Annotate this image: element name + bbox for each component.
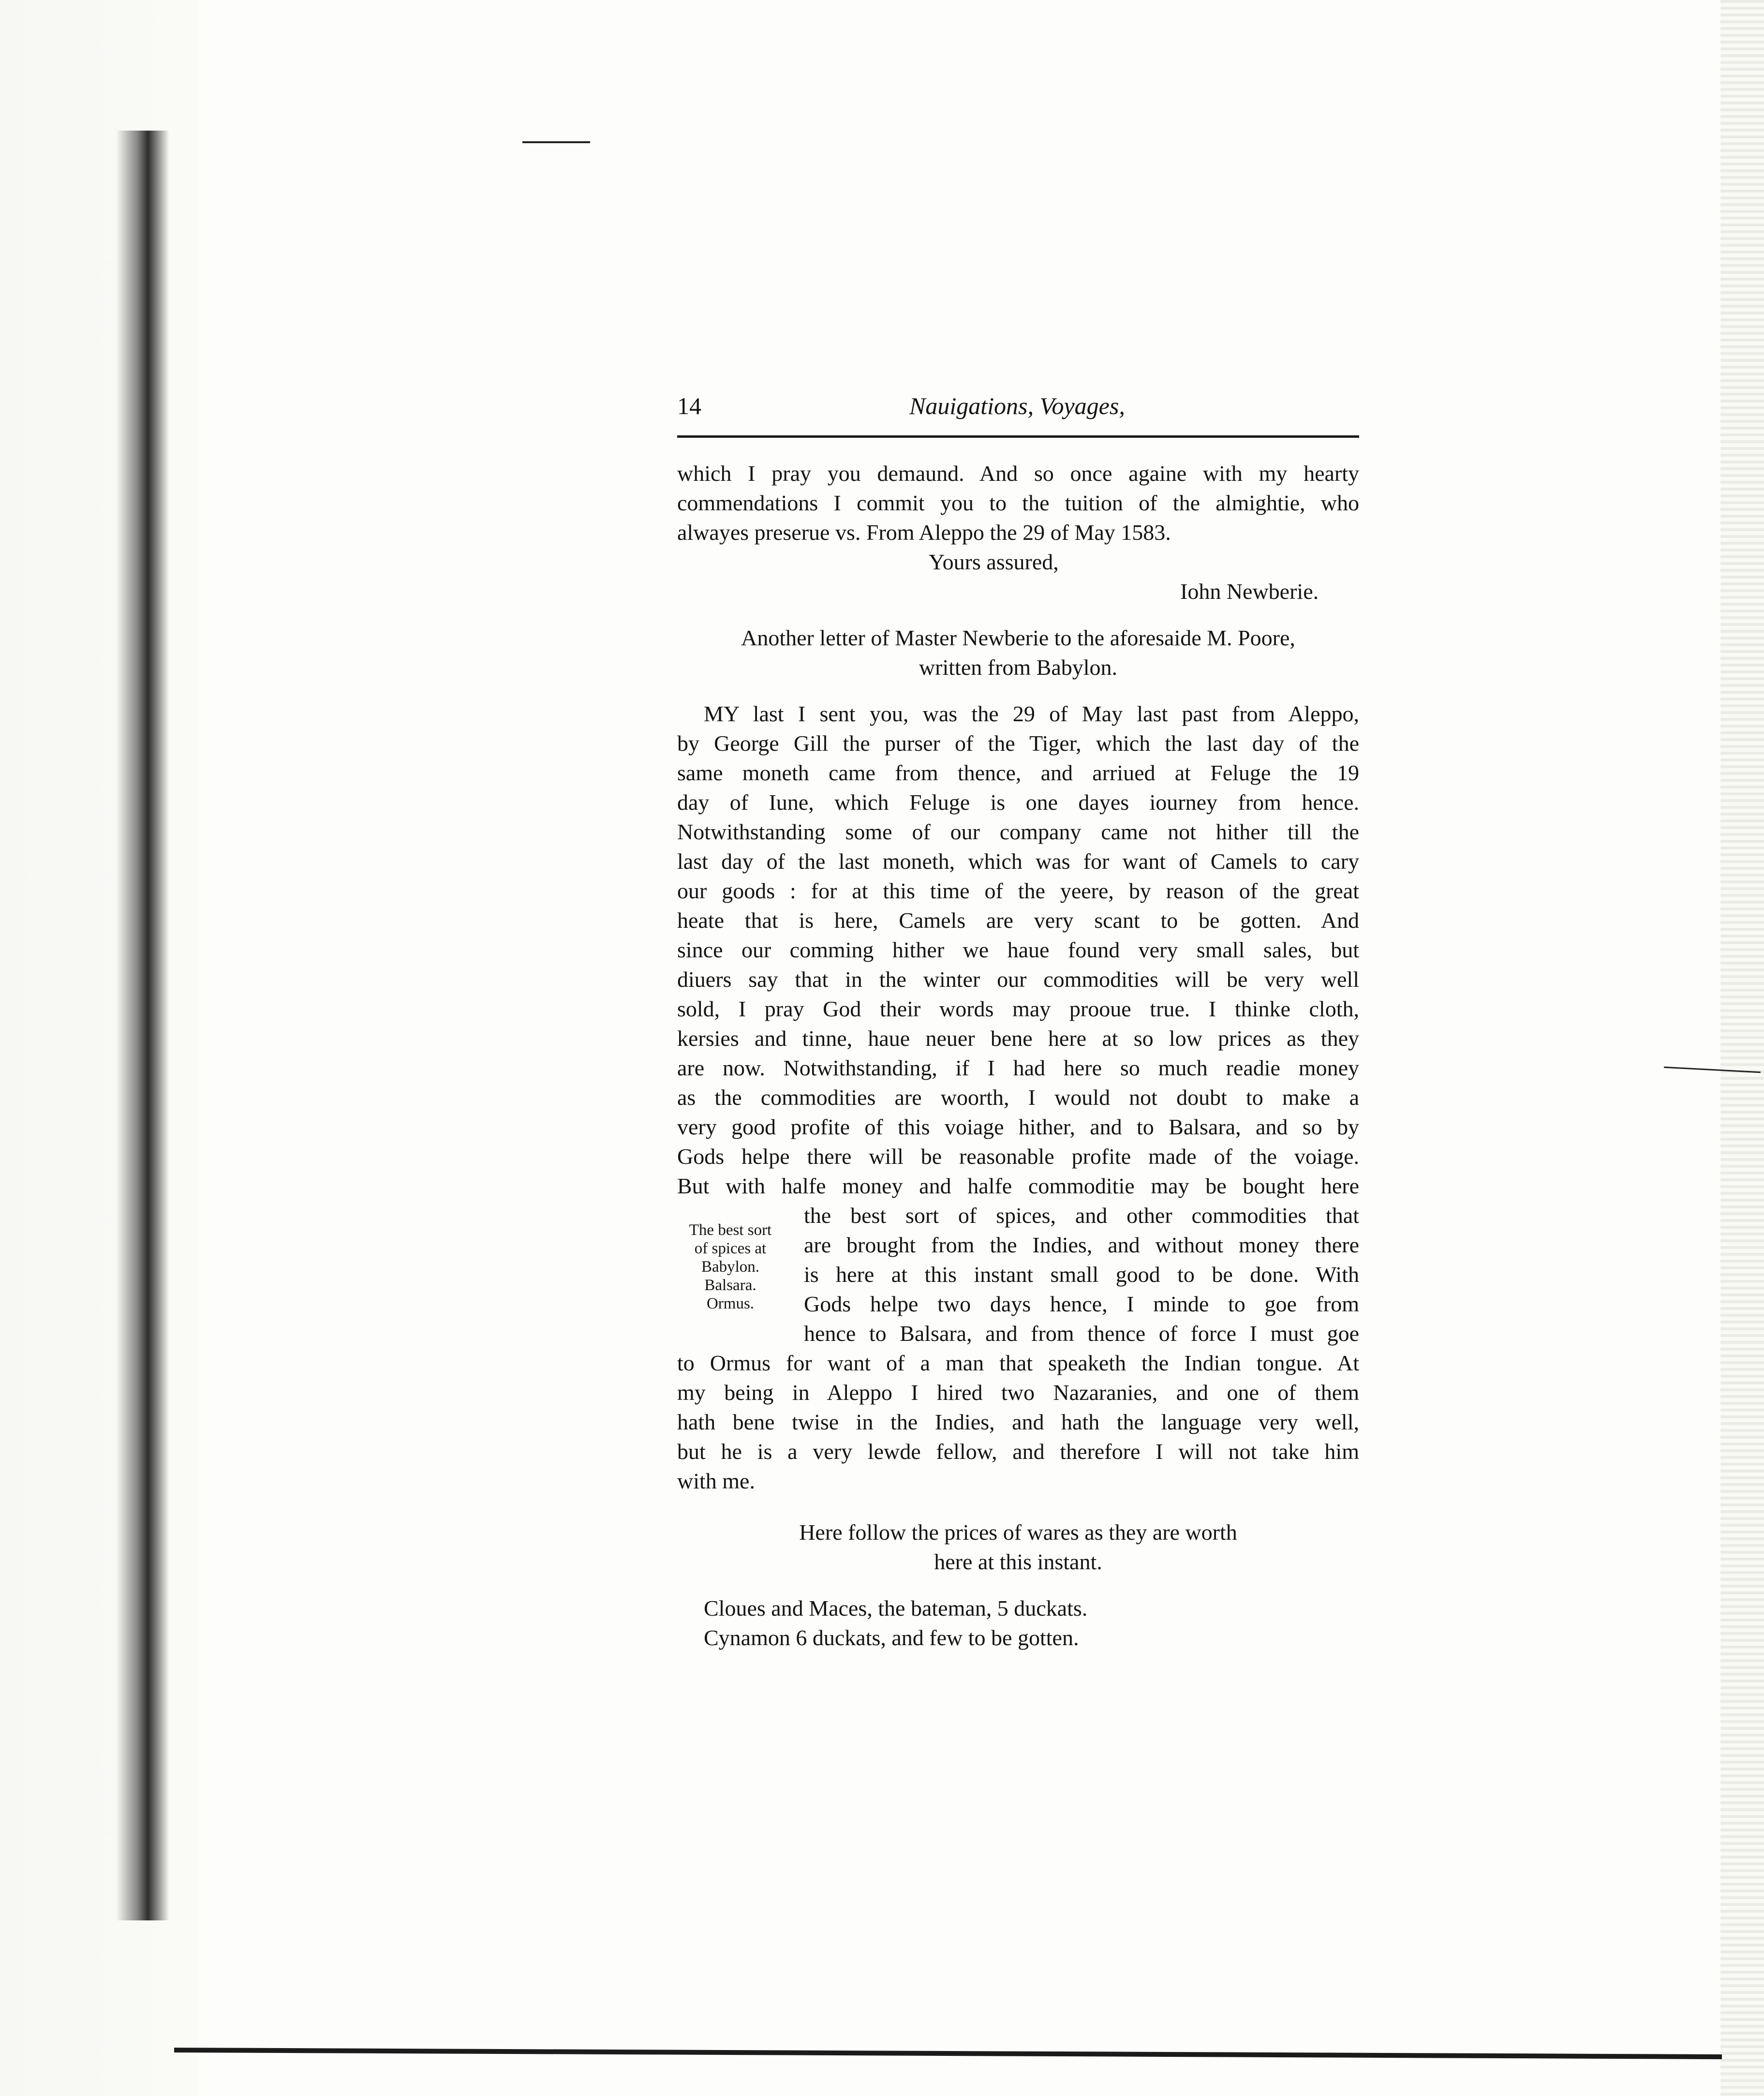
text-line: day of Iune, which Feluge is one dayes iourney from hence. [677,790,1359,815]
book-binding-shadow [116,131,169,1920]
scan-mark [522,141,590,143]
heading-line: Here follow the prices of wares as they are worth [799,1520,1237,1545]
running-header [663,387,1369,425]
margin-note-line: The best sort [689,1221,772,1239]
heading-line: Another letter of Master Newberie to the aforesaide M. Poore, [741,625,1295,650]
text-line: diuers say that in the winter our commodities will be very well [677,967,1359,992]
second-letter-body [677,699,1359,1496]
running-title: Nauigations, Voyages, [909,392,1125,419]
text-line: hath bene twise in the Indies, and hath the language very well, [677,1410,1359,1434]
text-line: hence to Balsara, and from thence of force I must goe [804,1321,1359,1346]
text-line: is here at this instant small good to be done. With [804,1262,1359,1287]
header-rule [677,435,1359,438]
text-line: my being in Aleppo I hired two Nazaranies, and one of them [677,1380,1359,1405]
page-number: 14 [677,392,701,419]
page-text [677,459,1359,1652]
margin-note-line: Ormus. [706,1295,755,1312]
page-edge-right [1720,0,1764,2096]
text-line: commendations I commit you to the tuition of the almightie, who [677,491,1359,515]
text-line: are brought from the Indies, and without money there [804,1233,1359,1257]
text-line: with me. [677,1469,755,1493]
text-line: the best sort of spices, and other commodities that [804,1203,1359,1228]
text-line: Notwithstanding some of our company came not hither till the [677,819,1359,844]
price-item: Cloues and Maces, the bateman, 5 duckats. [704,1596,1088,1620]
text-line: alwayes preserue vs. From Aleppo the 29 of May 1583. [677,520,1171,545]
text-line: Gods helpe there will be reasonable profite made of the voiage. [677,1144,1359,1169]
margin-note [672,1221,788,1313]
price-list [677,1593,1359,1652]
heading-line: written from Babylon. [919,655,1118,680]
margin-note-line: of spices at [694,1240,767,1257]
text-line: as the commodities are woorth, I would not doubt to make a [677,1085,1359,1110]
text-line: Gods helpe two days hence, I minde to goe from [804,1292,1359,1316]
text-line: our goods : for at this time of the yeere, by reason of the great [677,878,1359,903]
book-page [663,387,1369,1650]
text-line: which I pray you demaund. And so once againe with my hearty [677,461,1359,486]
price-item: Cynamon 6 duckats, and few to be gotten. [704,1625,1079,1650]
text-line: but he is a very lewde fellow, and therefore I will not take him [677,1439,1359,1464]
second-letter-heading [677,623,1359,682]
text-line: to Ormus for want of a man that speaketh the Indian tongue. At [677,1351,1359,1375]
heading-line: here at this instant. [934,1549,1102,1574]
margin-note-line: Babylon. [701,1258,760,1276]
page-edge-bottom [174,2048,1722,2059]
text-line: MY last I sent you, was the 29 of May last past from Aleppo, [704,701,1359,726]
text-line: kersies and tinne, haue neuer bene here at so low prices as they [677,1026,1359,1051]
prices-heading [677,1517,1359,1576]
letter-signature: Iohn Newberie. [1180,579,1319,604]
margin-note-line: Balsara. [704,1277,756,1294]
text-line: sold, I pray God their words may prooue true. I thinke cloth, [677,996,1359,1021]
text-line: same moneth came from thence, and arriued at Feluge the 19 [677,760,1359,785]
text-line: heate that is here, Camels are very scant to be gotten. And [677,908,1359,933]
text-line: are now. Notwithstanding, if I had here so much readie money [677,1055,1359,1080]
text-line: since our comming hither we haue found very small sales, but [677,937,1359,962]
text-line: last day of the last moneth, which was for want of Camels to cary [677,849,1359,874]
letter-closing: Yours assured, [929,550,1059,574]
text-line: very good profite of this voiage hither, and to Balsara, and so by [677,1115,1359,1139]
indented-passage [677,1201,1359,1348]
text-line: by George Gill the purser of the Tiger, which the last day of the [677,731,1359,756]
text-line: But with halfe money and halfe commoditie may be bought here [677,1174,1359,1198]
letter-close [677,459,1359,606]
